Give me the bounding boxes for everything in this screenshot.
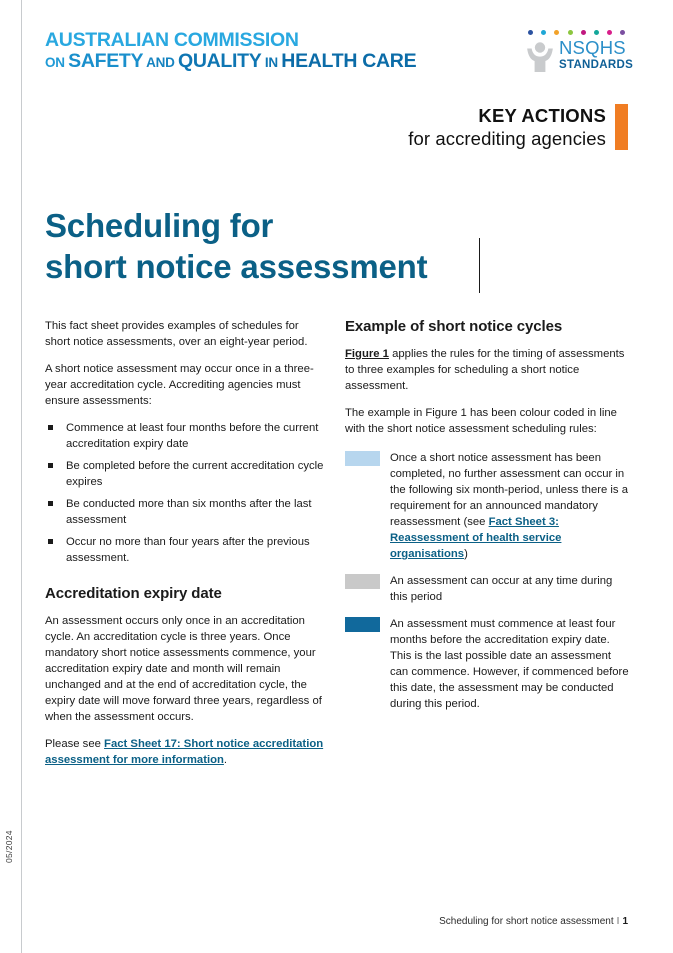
example-cycles-heading: Example of short notice cycles xyxy=(345,318,563,335)
see-also-prefix: Please see xyxy=(45,738,105,751)
right-column xyxy=(345,318,631,712)
key-actions-line1: KEY ACTIONS xyxy=(478,105,606,126)
accreditation-expiry-heading: Accreditation expiry date xyxy=(45,585,222,603)
nsqhs-dot xyxy=(528,30,533,35)
page-title-line1: Scheduling for xyxy=(45,207,274,244)
page-title xyxy=(45,205,515,288)
page-footer xyxy=(439,916,628,927)
acsqhc-logo-health-care: HEALTH CARE xyxy=(281,49,417,72)
colour-legend xyxy=(345,450,631,712)
nsqhs-dot xyxy=(581,30,586,35)
intro-paragraph: This fact sheet provides examples of schedules for short notice assessments, over an eight-year period. xyxy=(45,320,308,349)
figure-1-link[interactable]: Figure 1 xyxy=(345,347,389,360)
nsqhs-dot xyxy=(541,30,546,35)
nsqhs-dot xyxy=(554,30,559,35)
list-item: Commence at least four months before the current accreditation expiry date xyxy=(45,420,324,452)
nsqhs-person-icon xyxy=(523,39,557,73)
accreditation-expiry-body: An assessment occurs only once in an accreditation cycle. An accreditation cycle is three years. Once mandatory short notice assessments commence, your accreditation expiry date and month will remain unchanged and at the end of accreditation cycle, the expiry date will move forward three years, regardless of when the assessment occurs. xyxy=(45,615,322,724)
key-actions-accent-bar xyxy=(615,104,628,150)
nsqhs-standards-logo xyxy=(523,30,635,78)
see-also-suffix: . xyxy=(223,754,228,767)
legend-row-dark-blue xyxy=(345,616,631,712)
nsqhs-dot xyxy=(594,30,599,35)
key-actions-line2: for accrediting agencies xyxy=(408,128,606,150)
nsqhs-dot xyxy=(607,30,612,35)
requirements-intro-paragraph: A short notice assessment may occur once in a three-year accreditation cycle. Accrediting agencies must ensure assessments: xyxy=(45,363,314,408)
footer-document-title: Scheduling for short notice assessment xyxy=(439,916,614,927)
legend-swatch-dark-blue xyxy=(345,617,380,632)
legend-text-before: Once a short notice assessment has been completed, no further assessment can occur in the following six month-period, unless there is a requirement for an announced mandatory reassessment (see xyxy=(390,451,628,529)
nsqhs-dots-icon xyxy=(528,30,634,37)
legend-text-light-blue xyxy=(390,450,631,562)
legend-swatch-grey xyxy=(345,574,380,589)
acsqhc-logo xyxy=(45,30,416,71)
list-item: Be completed before the current accreditation cycle expires xyxy=(45,458,324,490)
requirements-list xyxy=(45,420,324,566)
nsqhs-dot xyxy=(620,30,625,35)
list-item: Occur no more than four years after the previous assessment. xyxy=(45,534,324,566)
acsqhc-logo-on: ON xyxy=(45,54,69,70)
fact-sheet-17-paragraph xyxy=(45,736,324,768)
page-title-line2: short notice assessment xyxy=(45,248,428,286)
nsqhs-title: NSQHS xyxy=(559,37,626,58)
acsqhc-logo-quality: QUALITY xyxy=(177,49,262,72)
nsqhs-subtitle: STANDARDS xyxy=(559,58,634,71)
nsqhs-dot xyxy=(568,30,573,35)
legend-text-grey: An assessment can occur at any time during this period xyxy=(390,575,613,604)
title-vertical-rule xyxy=(479,238,480,293)
nsqhs-logo-text xyxy=(559,39,633,71)
colour-coding-paragraph: The example in Figure 1 has been colour coded in line with the short notice assessment scheduling rules: xyxy=(345,406,617,435)
acsqhc-logo-and: AND xyxy=(143,54,178,70)
left-margin-rule xyxy=(21,0,22,953)
list-item: Be conducted more than six months after the last assessment xyxy=(45,496,324,528)
fact-sheet-3-link[interactable]: Fact Sheet 3: Reassessment of health service organisations xyxy=(390,516,562,561)
footer-separator: I xyxy=(616,916,620,927)
legend-row-light-blue xyxy=(345,450,631,562)
acsqhc-logo-in: IN xyxy=(261,54,282,70)
fact-sheet-17-link[interactable]: Fact Sheet 17: Short notice accreditation assessment for more information xyxy=(45,738,324,767)
key-actions-banner xyxy=(408,104,628,150)
legend-text-dark-blue: An assessment must commence at least four months before the accreditation expiry date. This is the last possible date an assessment can commence. However, if commenced before this date, the assessment may be conducted during this period. xyxy=(390,618,629,711)
figure-reference-text: applies the rules for the timing of assessments to three examples for scheduling a short notice assessment. xyxy=(345,347,625,392)
left-column xyxy=(45,318,324,768)
acsqhc-logo-line1: AUSTRALIAN COMMISSION xyxy=(45,29,299,51)
legend-text-after: ) xyxy=(464,548,468,561)
legend-row-grey xyxy=(345,573,631,605)
footer-page-number: 1 xyxy=(622,916,628,927)
legend-swatch-light-blue xyxy=(345,451,380,466)
date-stamp: 05/2024 xyxy=(4,830,14,863)
figure-reference-paragraph xyxy=(345,346,631,394)
acsqhc-logo-safety: SAFETY xyxy=(68,49,144,72)
